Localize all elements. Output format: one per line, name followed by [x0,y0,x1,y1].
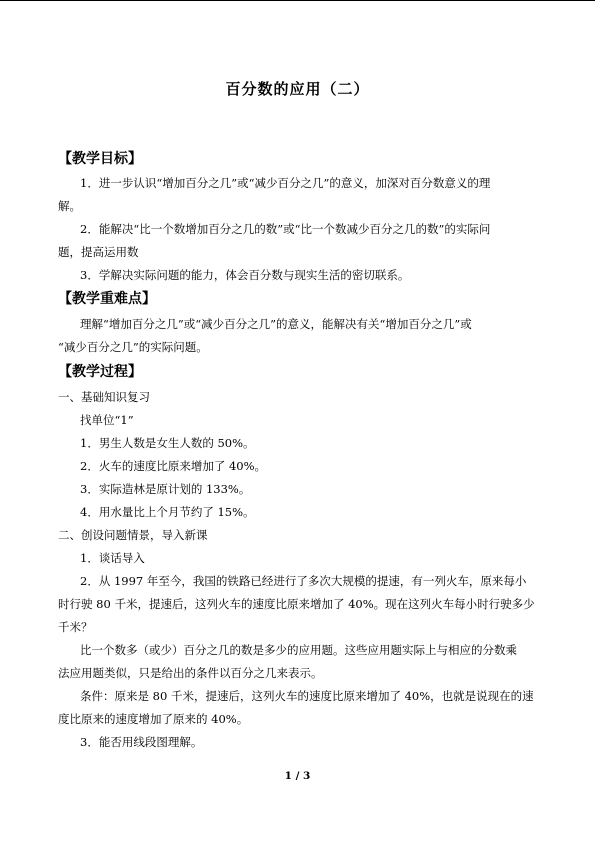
process-line-8: 1．谈话导入 [80,551,145,565]
process-line-9: 2．从 1997 年至今，我国的铁路已经进行了多次大规模的提速，有一列火车，原来每小 [80,574,527,588]
goals-line-2: 解。 [58,199,81,213]
process-line-11: 千米？ [58,620,93,634]
key-points-line-2: “减少百分之几”的实际问题。 [58,340,208,354]
process-line-6: 4．用水量比上个月节约了 15%。 [80,505,255,519]
page-title: 百分数的应用（二） [225,80,370,98]
top-border [0,0,595,1]
process-line-15: 度比原来的速度增加了原来的 40%。 [58,712,249,726]
process-line-2: 找单位“1” [80,413,134,427]
process-line-16: 3．能否用线段图理解。 [80,735,203,749]
process-line-3: 1．男生人数是女生人数的 50%。 [80,436,255,450]
process-line-4: 2．火车的速度比原来增加了 40%。 [80,459,267,473]
process-line-1: 一、基础知识复习 [58,390,150,404]
goals-line-4: 题，提高运用数 [58,245,139,259]
section-heading-process: 【教学过程】 [58,364,142,380]
process-line-7: 二、创设问题情景，导入新课 [58,528,208,542]
goals-line-5: 3．学解决实际问题的能力，体会百分数与现实生活的密切联系。 [80,268,410,282]
process-line-14: 条件：原来是 80 千米，提速后，这列火车的速度比原来增加了 40%，也就是说现在的速 [80,689,534,703]
section-heading-goals: 【教学目标】 [58,151,142,167]
process-line-5: 3．实际造林是原计划的 133%。 [80,482,251,496]
key-points-line-1: 理解“增加百分之几”或“减少百分之几”的意义，能解决有关“增加百分之几”或 [80,317,472,331]
page-number: 1 / 3 [284,770,311,782]
process-line-13: 法应用题类似，只是给出的条件以百分之几来表示。 [58,666,323,680]
section-heading-key-points: 【教学重难点】 [58,291,156,307]
process-line-12: 比一个数多（或少）百分之几的数是多少的应用题。这些应用题实际上与相应的分数乘 [80,643,517,657]
process-line-10: 时行驶 80 千米，提速后，这列火车的速度比原来增加了 40%。现在这列火车每小时行驶多少 [58,597,535,611]
goals-line-3: 2．能解决“比一个数增加百分之几的数”或“比一个数减少百分之几的数”的实际问 [80,222,491,236]
goals-line-1: 1．进一步认识“增加百分之几”或“减少百分之几”的意义，加深对百分数意义的理 [80,176,491,190]
